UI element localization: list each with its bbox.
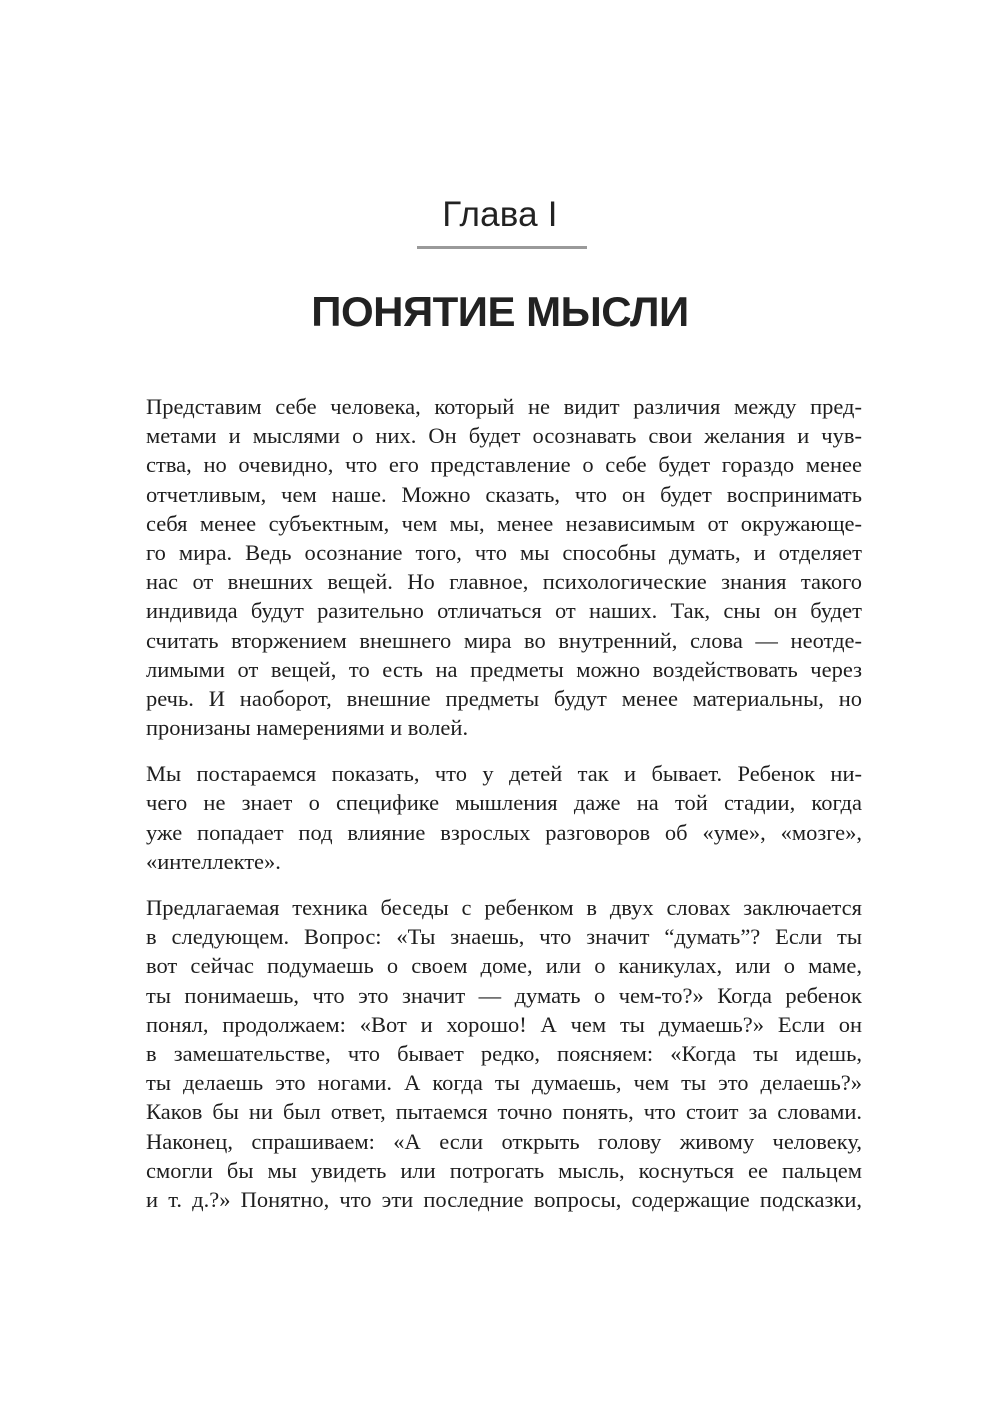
- text-line: в замешательстве, что бывает редко, поясняем: «Когда ты идешь,: [146, 1040, 862, 1066]
- text-line: Предлагаемая техника беседы с ребенком в двух словах заключается: [146, 895, 862, 920]
- text-line: чего не знает о специфике мышления даже на той стадии, когда: [146, 790, 862, 816]
- text-line: «интеллекте».: [146, 848, 281, 874]
- paragraph-2: [146, 759, 862, 876]
- paragraph-1: [146, 392, 862, 742]
- text-line: Каков бы ни был ответ, пытаемся точно понять, что стоит за словами.: [146, 1099, 862, 1125]
- chapter-divider: [417, 246, 587, 249]
- text-line: и т. д.?» Понятно, что эти последние вопросы, содержащие подсказки,: [146, 1186, 862, 1212]
- chapter-title: ПОНЯТИЕ МЫСЛИ: [311, 288, 689, 335]
- text-line: себя менее субъектным, чем мы, менее независимым от окружающе-: [146, 510, 862, 536]
- text-line: индивида будут разительно отличаться от наших. Так, сны он будет: [146, 598, 862, 624]
- text-line: ты понимаешь, что это значит — думать о чем-то?» Когда ребенок: [146, 982, 862, 1008]
- text-line: Мы постараемся показать, что у детей так и бывает. Ребенок ни-: [146, 761, 862, 787]
- text-line: в следующем. Вопрос: «Ты знаешь, что значит “думать”? Если ты: [146, 924, 862, 950]
- text-line: уже попадает под влияние взрослых разговоров об «уме», «мозге»,: [146, 819, 862, 845]
- body-text: [146, 392, 862, 1231]
- text-line: ства, но очевидно, что его представление о себе будет гораздо менее: [146, 452, 862, 478]
- text-line: считать вторжением внешнего мира во внутренний, слова — неотде-: [146, 627, 862, 653]
- text-line: Представим себе человека, который не видит различия между пред-: [146, 394, 862, 419]
- text-line: нас от внешних вещей. Но главное, психологические знания такого: [146, 569, 862, 595]
- text-line: Наконец, спрашиваем: «А если открыть голову живому человеку,: [146, 1128, 862, 1154]
- text-line: понял, продолжаем: «Вот и хорошо! А чем ты думаешь?» Если он: [146, 1011, 862, 1037]
- text-line: смогли бы мы увидеть или потрогать мысль, коснуться ее пальцем: [146, 1157, 862, 1183]
- text-line: метами и мыслями о них. Он будет осознавать свои желания и чув-: [146, 423, 862, 449]
- paragraph-3: [146, 893, 862, 1214]
- text-line: вот сейчас подумаешь о своем доме, или о каникулах, или о маме,: [146, 953, 862, 979]
- text-line: отчетливым, чем наше. Можно сказать, что он будет воспринимать: [146, 481, 862, 507]
- chapter-label: Глава I: [442, 195, 558, 234]
- text-line: лимыми от вещей, то есть на предметы можно воздействовать через: [146, 656, 862, 682]
- text-line: речь. И наоборот, внешние предметы будут менее материальны, но: [146, 685, 862, 711]
- text-line: го мира. Ведь осознание того, что мы способны думать, и отделяет: [146, 539, 862, 565]
- text-line: ты делаешь это ногами. А когда ты думаешь, чем ты это делаешь?»: [146, 1070, 862, 1096]
- text-line: пронизаны намерениями и волей.: [146, 715, 469, 741]
